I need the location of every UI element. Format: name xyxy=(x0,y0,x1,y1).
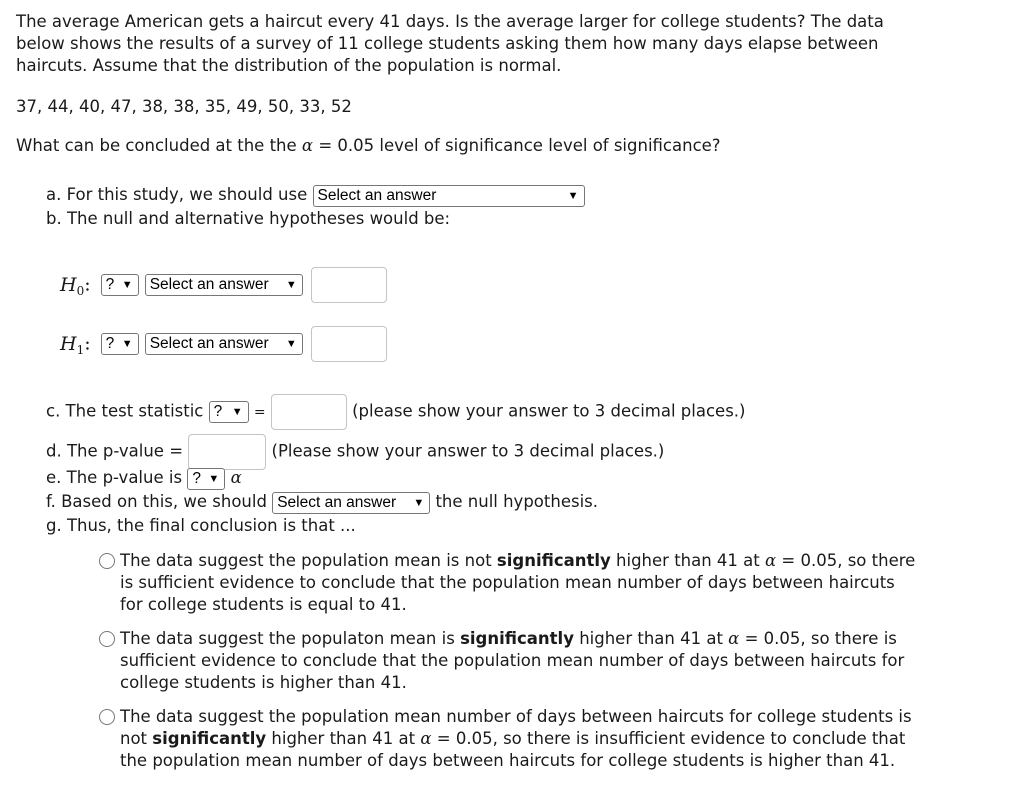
test-type-select-value: Select an answer xyxy=(317,186,437,204)
option-text: The data suggest the populaton mean is significantly higher than 41 at α = 0.05, so there is sufficient evidence to conclude that the population mean number of days between haircuts for college students is higher than 41. xyxy=(120,629,905,692)
p-value-compare-select[interactable] xyxy=(187,468,225,490)
decision-select-value: Select an answer xyxy=(277,493,397,511)
part-d-label: d. The p-value = xyxy=(46,441,184,461)
h1-row xyxy=(60,326,387,362)
significance-prompt xyxy=(16,135,721,157)
radio-icon[interactable] xyxy=(99,709,115,725)
h1-parameter-value: Select an answer xyxy=(149,335,269,352)
conclusion-option-3[interactable] xyxy=(99,706,919,772)
part-d xyxy=(46,434,664,470)
part-e xyxy=(46,467,242,490)
chevron-down-icon: ▼ xyxy=(121,338,133,350)
alpha-symbol: α xyxy=(301,136,314,155)
test-statistic-input[interactable] xyxy=(271,394,347,430)
p-value-compare-value: ? xyxy=(192,469,201,487)
conclusion-option-1[interactable] xyxy=(99,550,919,616)
h1-letter: H xyxy=(60,332,77,355)
part-f-post: the null hypothesis. xyxy=(435,492,598,511)
p-value-input[interactable] xyxy=(188,434,266,470)
h0-parameter-value: Select an answer xyxy=(149,276,269,293)
alpha-symbol: α xyxy=(230,468,242,487)
h1-parameter-select[interactable] xyxy=(145,333,303,355)
h0-letter: H xyxy=(60,273,77,296)
part-a xyxy=(46,184,585,207)
radio-icon[interactable] xyxy=(99,553,115,569)
data-values: 37, 44, 40, 47, 38, 38, 35, 49, 50, 33, 52 xyxy=(16,97,352,116)
part-c xyxy=(46,394,745,430)
h0-value-input[interactable] xyxy=(311,267,387,303)
part-d-hint: (Please show your answer to 3 decimal places.) xyxy=(271,441,665,461)
part-f xyxy=(46,491,598,514)
part-b-label: b. The null and alternative hypotheses would be: xyxy=(46,209,451,228)
part-c-label: c. The test statistic xyxy=(46,401,204,421)
chevron-down-icon: ▼ xyxy=(413,496,425,509)
test-statistic-select[interactable] xyxy=(209,401,249,423)
option-text: The data suggest the population mean number of days between haircuts for college students is not significantly higher than 41 at α = 0.05, so there is insufficient evidence to conclude that the population mean number of days between haircuts for college students is higher than 41. xyxy=(120,707,912,770)
chevron-down-icon: ▼ xyxy=(285,338,297,350)
h0-operator-select[interactable] xyxy=(101,274,139,296)
question-intro: The average American gets a haircut every 41 days. Is the average larger for college students? The data below shows the results of a survey of 11 college students asking them how many days elapse between haircuts. Assume that the distribution of the population is normal. xyxy=(16,12,884,75)
part-a-label: a. For this study, we should use xyxy=(46,185,308,204)
h1-operator-select[interactable] xyxy=(101,333,139,355)
h0-colon: : xyxy=(84,273,91,296)
chevron-down-icon: ▼ xyxy=(285,279,297,291)
h1-operator-value: ? xyxy=(105,335,115,352)
h1-symbol xyxy=(60,333,84,355)
chevron-down-icon: ▼ xyxy=(567,189,579,202)
h1-subscript: 1 xyxy=(76,342,85,357)
conclusion-option-2[interactable] xyxy=(99,628,919,694)
chevron-down-icon: ▼ xyxy=(208,472,220,485)
part-e-label: e. The p-value is xyxy=(46,468,183,487)
prompt-post: = 0.05 level of significance level of significance? xyxy=(318,136,721,155)
radio-icon[interactable] xyxy=(99,631,115,647)
equals-sign: = xyxy=(253,404,266,421)
part-c-hint: (please show your answer to 3 decimal places.) xyxy=(352,401,746,421)
h0-row xyxy=(60,267,387,303)
part-f-label: f. Based on this, we should xyxy=(46,492,267,511)
h0-operator-value: ? xyxy=(105,276,115,293)
decision-select[interactable] xyxy=(272,492,430,514)
h1-colon: : xyxy=(84,332,91,355)
h0-symbol xyxy=(60,274,84,296)
chevron-down-icon: ▼ xyxy=(231,406,243,418)
test-statistic-select-value: ? xyxy=(213,403,223,420)
h0-parameter-select[interactable] xyxy=(145,274,303,296)
test-type-select[interactable] xyxy=(313,185,585,207)
h0-subscript: 0 xyxy=(76,283,85,298)
h1-value-input[interactable] xyxy=(311,326,387,362)
part-g-label: g. Thus, the final conclusion is that ... xyxy=(46,516,356,535)
prompt-pre: What can be concluded at the the xyxy=(16,136,297,155)
option-text: The data suggest the population mean is not significantly higher than 41 at α = 0.05, so there is sufficient evidence to conclude that the population mean number of days between haircuts for college students is equal to 41. xyxy=(120,551,916,614)
chevron-down-icon: ▼ xyxy=(121,279,133,291)
